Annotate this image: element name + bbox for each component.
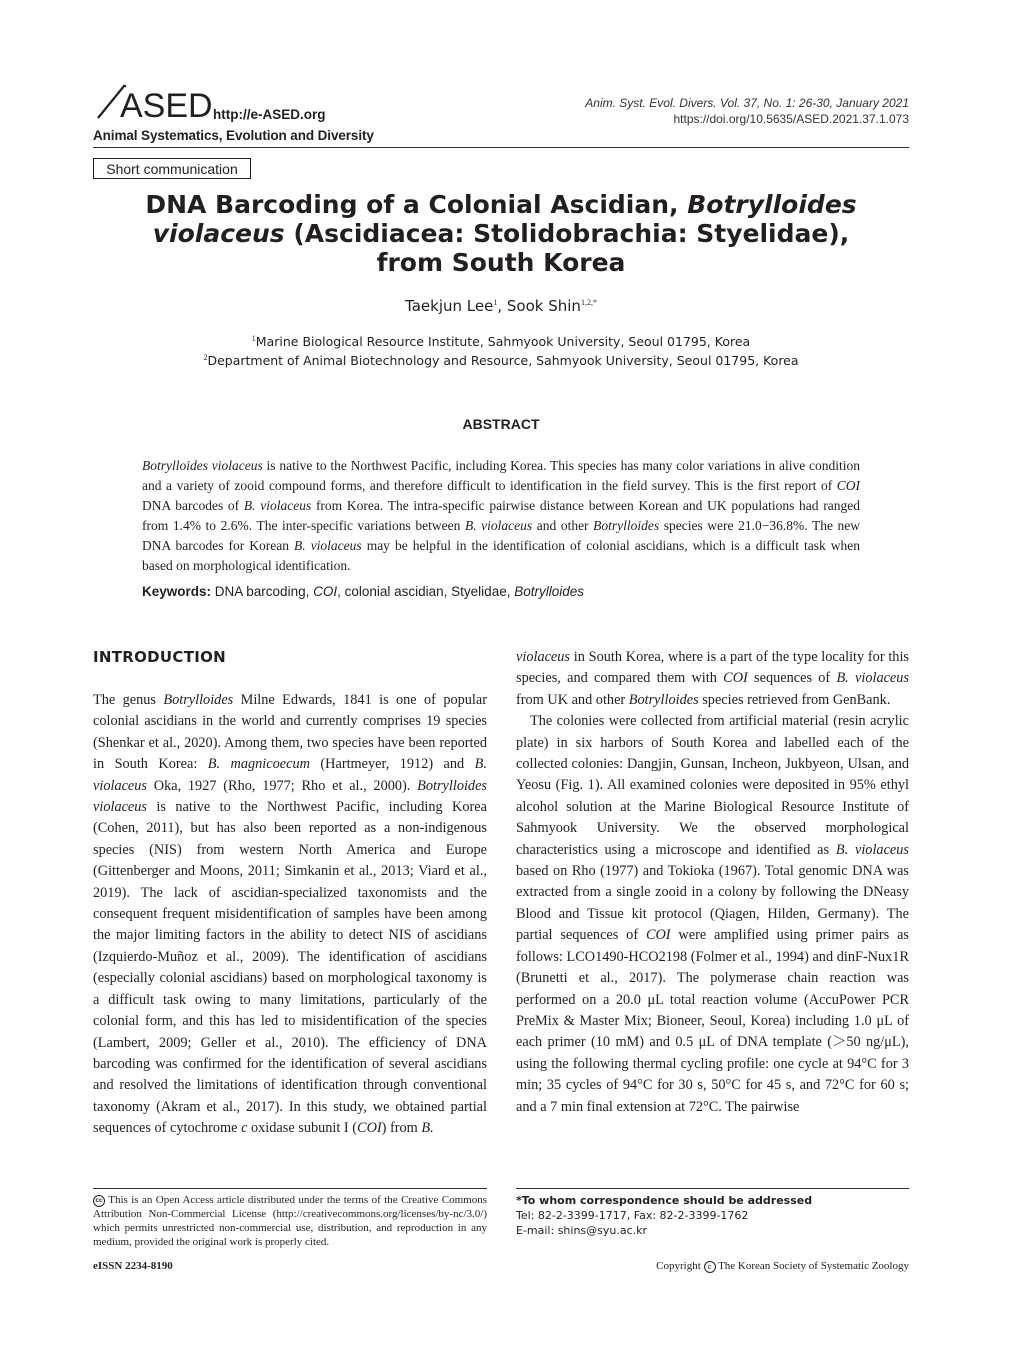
ased-logo-graphic: [96, 84, 216, 120]
keyword-text: COI: [313, 584, 338, 599]
affiliation-2: [93, 353, 909, 368]
italic-span: B.: [421, 1120, 434, 1137]
logo-letters: ASED: [120, 87, 213, 120]
doi-link[interactable]: https://doi.org/10.5635/ASED.2021.37.1.073: [673, 112, 909, 126]
intro-paragraph-2: [516, 711, 909, 1118]
text-span: from UK and other: [516, 691, 629, 708]
italic-span: B. violaceus: [836, 670, 909, 687]
copyright-line: [656, 1260, 909, 1273]
correspondence-phone: Tel: 82-2-3399-1717, Fax: 82-2-3399-1762: [516, 1209, 749, 1222]
copyright-icon: c: [704, 1261, 716, 1273]
abstract-species: Botrylloides violaceus: [142, 458, 263, 473]
journal-url[interactable]: http://e-ASED.org: [213, 107, 326, 122]
footnote-divider-left: [93, 1188, 487, 1189]
affiliation-1: [93, 334, 909, 349]
correspondence-note: [516, 1193, 909, 1238]
abstract-span: DNA barcodes of: [142, 498, 244, 513]
italic-span: Botrylloides: [163, 692, 234, 708]
article-title: [93, 190, 909, 277]
text-span: in South Korea, where is a part of the type locality for this species, and compared them with: [516, 649, 909, 687]
correspondence-heading: *To whom correspondence should be addressed: [516, 1194, 813, 1207]
text-span: is native to the Northwest Pacific, including Korea (Cohen, 2011), but has also been reported as a non-indigenous species (NIS) from western North America and Europe (Gittenberger and Moons, 2011; Simkanin et al., 2013; Viard et al., 2019). The lack of ascidian-specialized taxonomists and the consequent frequent misidentification of samples have been among the major limiting factors in the ability to detect NIS of ascidians (Izquierdo-Muñoz et al., 2009). The identification of ascidians (especially colonial ascidians) based on morphological taxonomy is a difficult task owing to many limitations, particularly of the colonial form, and this has led to misidentification of the species (Lambert, 2009; Geller et al., 2010). The efficiency of DNA barcoding was confirmed for the identification of several ascidians and resolved the limitations of identification through conventional taxonomy (Akram et al., 2017). In this study, we obtained partial sequences of cytochrome: [93, 799, 487, 1137]
affiliation-2-text: Department of Animal Biotechnology and Resource, Sahmyook University, Seoul 01795, Korea: [207, 353, 799, 369]
keyword-text: DNA barcoding,: [211, 584, 314, 599]
text-span: based on Rho (1977) and Tokioka (1967). Total genomic DNA was extracted from a single zooid in a colony by following the DNeasy Blood and Tissue kit protocol (Qiagen, Hilden, Germany). The partial sequences of: [516, 863, 909, 944]
italic-span: Botrylloides: [628, 691, 699, 708]
abstract-species: B. violaceus: [294, 538, 362, 553]
author-2-affil: 1,2,*: [580, 298, 597, 307]
keyword-text: Botrylloides: [514, 584, 584, 599]
abstract-heading: ABSTRACT: [462, 416, 540, 432]
italic-span: violaceus: [516, 649, 570, 665]
title-species: violaceus: [152, 219, 285, 248]
abstract-span: from Korea. The intra-specific pairwise distance between Korean and UK populations had ranged from 1.4% to 2.6%. The inter-specific variations between: [142, 498, 860, 533]
author-separator: ,: [497, 297, 507, 315]
text-span: Oka, 1927 (Rho, 1977; Rho et al., 2000).: [147, 777, 418, 794]
abstract-span: may be helpful in the identification of colonial ascidians, which is a difficult task when based on morphological identification.: [142, 538, 860, 573]
text-span: (Hartmeyer, 1912) and: [309, 756, 475, 773]
text-span: species retrieved from GenBank.: [698, 691, 891, 708]
italic-span: COI: [723, 670, 748, 687]
license-text: This is an Open Access article distributed under the terms of the Creative Commons Attribution Non-Commercial License (http://creativecommons.org/licenses/by-nc/3.0/) which permits unrestricted non-commercial use, distribution, and reproduction in any medium, provided the original work is properly cited.: [93, 1194, 487, 1248]
text-span: were amplified using primer pairs as follows: LCO1490-HCO2198 (Folmer et al., 1994) and dinF-Nux1R (Brunetti et al., 2017). The polymerase chain reaction was performed on a 20.0 μL total reaction volume (AccuPower PCR PreMix & Master Mix; Bioneer, Seoul, Korea) including 1.0 μL of each primer (10 mM) and 0.5 μL of DNA template (＞50 ng/μL), using the following thermal cycling profile: one cycle at 94°C for 3 min; 35 cycles of 94°C for 30 s, 50°C for 45 s, and 72°C for 60 s; and a 7 min final extension at 72°C. The pairwise: [516, 927, 909, 1115]
text-span: Milne Edwards, 1841 is one of popular colonial ascidians in the world and currently comprises 19 species (Shenkar et al., 2020). Among them, two species have been reported in South Korea:: [93, 692, 487, 773]
keywords-label: Keywords:: [142, 584, 212, 599]
title-genus: Botrylloides: [687, 190, 857, 219]
abstract-gene: COI: [836, 478, 860, 493]
copyright-prefix: Copyright: [656, 1260, 704, 1272]
author-1: Taekjun Lee: [405, 297, 494, 315]
italic-span: c: [241, 1120, 248, 1137]
correspondence-email[interactable]: E-mail: shins@syu.ac.kr: [516, 1224, 648, 1237]
abstract-span: and other: [532, 518, 594, 533]
abstract-span: is native to the Northwest Pacific, including Korea. This species has many color variations in alive condition and a variety of zooid compound forms, and therefore difficult to identification in the field survey. This is the first report of: [142, 458, 860, 493]
article-type-badge: Short communication: [93, 158, 251, 179]
journal-name: Animal Systematics, Evolution and Diversity: [93, 128, 374, 143]
introduction-heading: INTRODUCTION: [93, 648, 227, 666]
italic-span: B. magnicoecum: [207, 756, 310, 773]
text-span: ) from: [381, 1120, 422, 1137]
creative-commons-icon: cc: [93, 1195, 105, 1207]
intro-paragraph-1: [93, 690, 487, 1140]
body-column-right: [516, 647, 909, 1118]
author-1-affil: 1: [493, 298, 498, 307]
text-span: oxidase subunit I (: [247, 1120, 358, 1137]
abstract-species: B. violaceus: [243, 498, 312, 513]
text-span: The genus: [93, 692, 164, 708]
citation-line: Anim. Syst. Evol. Divers. Vol. 37, No. 1: 26-30, January 2021: [585, 96, 909, 110]
abstract-span: species were 21.0−36.8%. The new DNA barcodes for Korean: [142, 518, 861, 553]
title-part2: (Ascidiacea: Stolidobrachia: Styelidae),: [284, 219, 850, 248]
author-2: Sook Shin: [506, 297, 581, 315]
keyword-text: , colonial ascidian, Styelidae,: [337, 584, 515, 599]
keywords-line: [142, 584, 860, 599]
license-note: [93, 1193, 487, 1249]
journal-logo: [96, 84, 216, 125]
footnote-divider-right: [516, 1188, 909, 1189]
italic-span: Botrylloides violaceus: [93, 777, 487, 816]
title-part1: DNA Barcoding of a Colonial Ascidian,: [145, 190, 688, 219]
copyright-text: The Korean Society of Systematic Zoology: [715, 1260, 909, 1272]
affiliation-2-marker: 2: [203, 353, 208, 362]
italic-span: COI: [357, 1120, 382, 1137]
text-span: sequences of: [747, 670, 837, 687]
author-list: [93, 297, 909, 315]
abstract-text: [142, 456, 860, 576]
abstract-species: Botrylloides: [593, 518, 660, 533]
abstract-species: B. violaceus: [464, 518, 533, 533]
italic-span: B. violaceus: [835, 841, 909, 858]
italic-span: B. violaceus: [93, 756, 487, 794]
text-span: The colonies were collected from artificial material (resin acrylic plate) in six harbors of South Korea and labelled each of the collected colonies: Dangjin, Gunsan, Incheon, Jukbyeon, Ulsan, and Yeosu (Fig. 1). All examined colonies were deposited in 95% ethyl alcohol solution at the Marine Biological Resource Institute of Sahmyook University. We the observed morphological characteristics using a microscope and identified as: [516, 713, 909, 858]
affiliation-1-marker: 1: [251, 334, 256, 343]
italic-span: COI: [645, 927, 671, 944]
eissn-label: eISSN 2234-8190: [93, 1260, 173, 1272]
title-part3: from South Korea: [376, 248, 626, 277]
affiliation-1-text: Marine Biological Resource Institute, Sahmyook University, Seoul 01795, Korea: [255, 334, 751, 350]
body-column-left: [93, 690, 487, 1140]
intro-paragraph-1-cont: [516, 647, 909, 711]
header-divider: [93, 147, 909, 148]
